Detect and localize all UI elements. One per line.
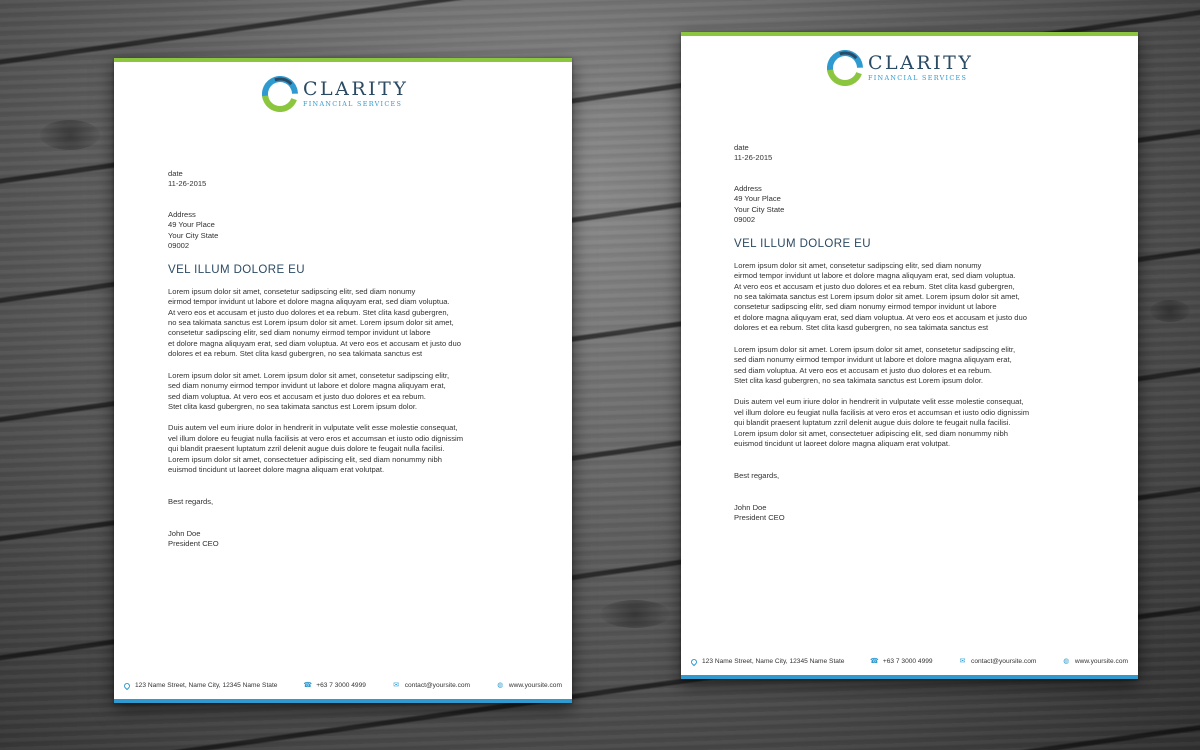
signer-block [734,503,1094,524]
text-line: vel illum dolore eu feugiat nulla facilisis at vero eros et accumsan et iusto odio dignissim [168,433,464,443]
address-line: 09002 [168,241,190,251]
text-line: vel illum dolore eu feugiat nulla facilisis at vero eros et accumsan et iusto odio dignissim [734,407,1030,417]
date-block [734,143,1094,164]
text-line: dolores et ea rebum. Stet clita kasd gubergren, no sea takimata sanctus est [168,349,423,359]
text-line: Lorem ipsum dolor sit amet, consectetuer adipiscing elit, sed diam nonummy nibh [168,454,442,464]
clarity-ring-logo-icon [827,50,863,86]
paragraph [168,287,528,360]
text-line: Duis autem vel eum iriure dolor in hendrerit in vulputate velit esse molestie consequat, [168,423,458,433]
footer-website-text[interactable]: www.yoursite.com [1074,658,1128,665]
text-line: At vero eos et accusam et justo duo dolores et ea rebum. Stet clita kasd gubergren, [734,281,1015,291]
address-line: Your City State [168,230,219,240]
footer-email-text[interactable]: contact@yoursite.com [971,658,1037,665]
text-line: sed diam voluptua. At vero eos et accusam et justo duo dolores et ea rebum. [734,365,992,375]
map-pin-icon [690,657,698,665]
text-line: sed diam nonumy eirmod tempor invidunt ut labore et dolore magna aliquyam erat, [168,381,446,391]
text-line: qui blandit praesent luptatum zzril delenit augue duis dolore te feugait nulla facilisi. [168,444,445,454]
text-line: sed diam voluptua. At vero eos et accusam et justo duo dolores et ea rebum. [168,391,426,401]
date-value: 11-26-2015 [168,179,207,189]
footer-phone-text: +63 7 3000 4999 [882,658,933,665]
address-line: Your City State [734,204,785,214]
clarity-ring-logo-icon [262,76,298,112]
globe-icon: ◍ [1063,658,1070,665]
signer-title: President CEO [168,539,219,549]
footer-website [496,681,562,690]
brand-name: CLARITY [303,78,409,100]
address-line: 09002 [734,215,756,225]
address-line: 49 Your Place [734,194,781,204]
address-label: Address [734,183,762,193]
signoff: Best regards, [734,471,780,481]
text-line: Lorem ipsum dolor sit amet. Lorem ipsum dolor sit amet, consetetur sadipscing elitr, [168,370,450,380]
phone-icon: ☎ [870,658,879,665]
email-icon: ✉ [393,682,400,689]
date-label: date [734,143,749,152]
text-line: euismod tincidunt ut laoreet dolore magna aliquam erat volutpat. [734,438,951,448]
brand-name: CLARITY [868,52,974,74]
text-line: dolores et ea rebum. Stet clita kasd gubergren, no sea takimata sanctus est [734,323,989,333]
phone-icon: ☎ [303,682,313,689]
letter-body [168,169,528,550]
letter-subject: VEL ILLUM DOLORE EU [168,264,305,277]
footer-phone-text: +63 7 3000 4999 [316,682,366,689]
text-line: At vero eos et accusam et justo duo dolores et ea rebum. Stet clita kasd gubergren, [168,307,449,317]
footer-address [124,682,277,689]
brand-logo [827,50,973,86]
letter-body [734,143,1094,524]
date-value: 11-26-2015 [734,153,773,163]
text-line: Duis autem vel eum iriure dolor in hendrerit in vulputate velit esse molestie consequat, [734,397,1024,407]
footer-website [1062,657,1128,666]
paragraph [734,345,1094,387]
signer-title: President CEO [734,513,785,523]
email-icon: ✉ [959,658,966,665]
date-label: date [168,169,183,178]
map-pin-icon [123,681,131,689]
footer-email [958,657,1036,666]
wood-knot [1150,300,1190,322]
text-line: eirmod tempor invidunt ut labore et dolore magna aliquyam erat, sed diam voluptua. [168,297,450,307]
paragraph [168,423,528,475]
wood-knot [600,600,670,628]
signoff: Best regards, [168,497,214,507]
text-line: euismod tincidunt ut laoreet dolore magna aliquam erat volutpat. [168,464,385,474]
signer-block [168,529,528,550]
bottom-accent-stripe [114,699,572,703]
text-line: eirmod tempor invidunt ut labore et dolore magna aliquyam erat, sed diam voluptua. [734,271,1016,281]
globe-icon: ◍ [497,682,504,689]
paragraph [734,261,1094,334]
letter-footer [124,681,562,690]
footer-email-text[interactable]: contact@yoursite.com [404,682,471,689]
footer-email [392,681,470,690]
text-line: qui blandit praesent luptatum zzril delenit augue duis dolore te feugait nulla facilisi. [734,418,1011,428]
footer-website-text[interactable]: www.yoursite.com [508,682,562,689]
footer-phone [870,657,933,666]
footer-address [691,658,844,665]
text-line: consetetur sadipscing elitr, sed diam nonumy eirmod tempor invidunt ut labore [734,302,997,312]
footer-phone [303,681,366,690]
brand-tagline: FINANCIAL SERVICES [868,74,968,82]
top-accent-stripe [681,32,1138,36]
footer-address-text: 123 Name Street, Name City, 12345 Name State [135,682,278,689]
paragraph [734,397,1094,449]
text-line: et dolore magna aliquyam erat, sed diam voluptua. At vero eos et accusam et justo duo [168,338,461,348]
text-line: Lorem ipsum dolor sit amet, consectetuer adipiscing elit, sed diam nonummy nibh [734,428,1008,438]
letterhead-sheet-right [681,32,1138,679]
text-line: et dolore magna aliquyam erat, sed diam voluptua. At vero eos et accusam et justo duo [734,312,1027,322]
text-line: consetetur sadipscing elitr, sed diam nonumy eirmod tempor invidunt ut labore [168,328,431,338]
letterhead-sheet-left [114,58,572,703]
text-line: Stet clita kasd gubergren, no sea takimata sanctus est Lorem ipsum dolor. [734,375,984,385]
footer-address-text: 123 Name Street, Name City, 12345 Name State [702,658,845,665]
wood-knot [40,120,100,150]
text-line: Stet clita kasd gubergren, no sea takimata sanctus est Lorem ipsum dolor. [168,401,418,411]
text-line: Lorem ipsum dolor sit amet, consetetur sadipscing elitr, sed diam nonumy [734,260,982,270]
address-line: 49 Your Place [168,220,215,230]
signer-name: John Doe [734,502,767,512]
text-line: no sea takimata sanctus est Lorem ipsum dolor sit amet. Lorem ipsum dolor sit amet, [734,292,1020,302]
address-block [168,210,528,252]
address-label: Address [168,209,196,219]
text-line: sed diam nonumy eirmod tempor invidunt ut labore et dolore magna aliquyam erat, [734,355,1012,365]
paragraph [168,371,528,413]
text-line: Lorem ipsum dolor sit amet. Lorem ipsum dolor sit amet, consetetur sadipscing elitr, [734,344,1016,354]
date-block [168,169,528,190]
brand-logo [262,76,408,112]
letter-subject: VEL ILLUM DOLORE EU [734,238,871,251]
text-line: Lorem ipsum dolor sit amet, consetetur sadipscing elitr, sed diam nonumy [168,286,416,296]
signer-name: John Doe [168,528,201,538]
bottom-accent-stripe [681,675,1138,679]
letter-footer [691,657,1128,666]
brand-tagline: FINANCIAL SERVICES [303,100,403,108]
address-block [734,184,1094,226]
text-line: no sea takimata sanctus est Lorem ipsum dolor sit amet. Lorem ipsum dolor sit amet, [168,318,454,328]
top-accent-stripe [114,58,572,62]
